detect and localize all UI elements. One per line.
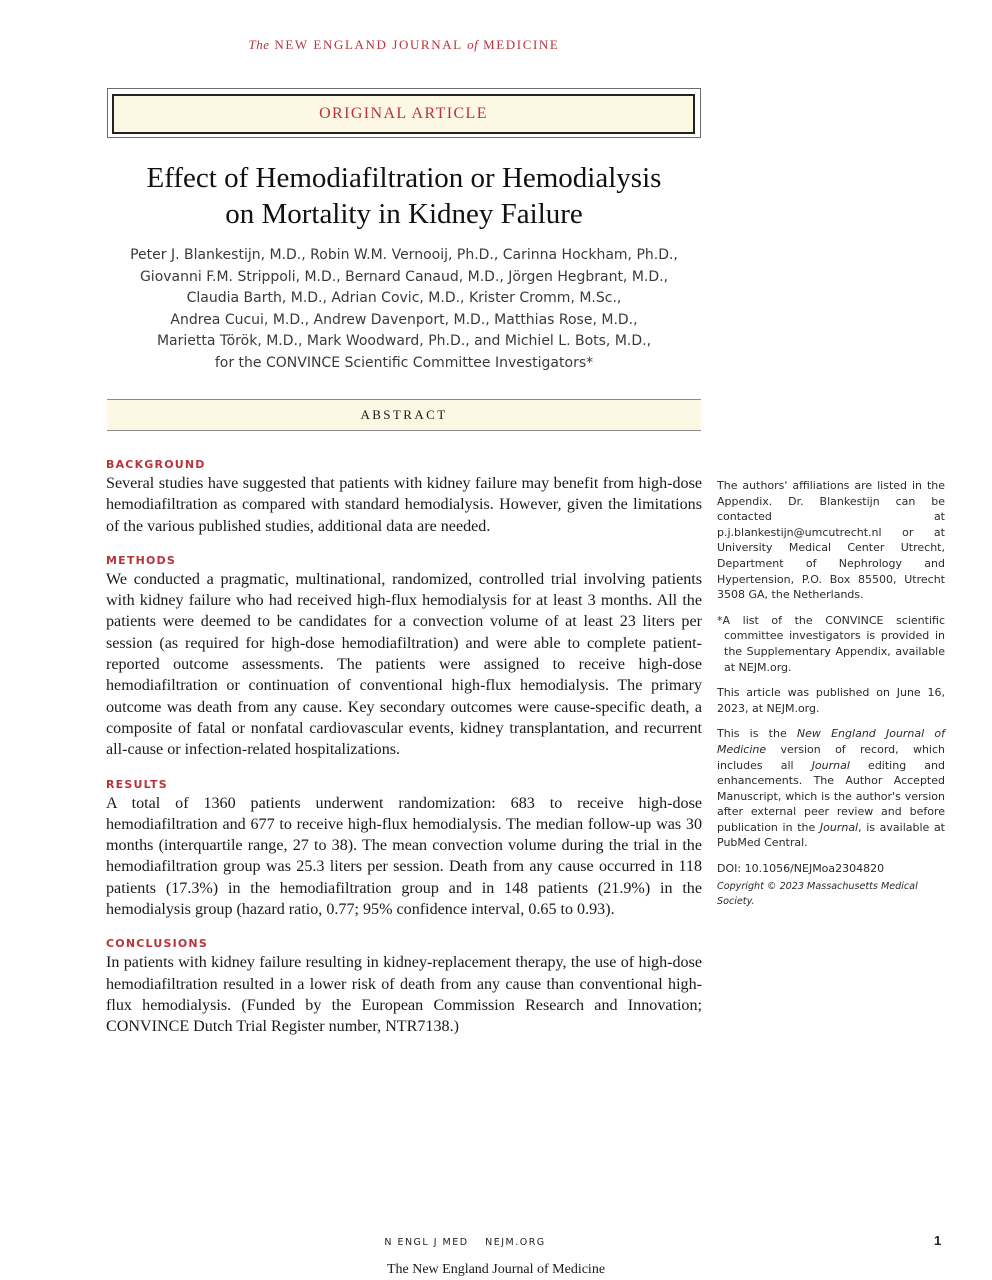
masthead-of: of [467,37,479,52]
methods-section [106,553,702,761]
title-line-2: on Mortality in Kidney Failure [225,198,583,230]
version-note [717,726,945,851]
methods-heading: METHODS [106,553,176,567]
sidebar-notes [717,478,945,910]
author-line: Claudia Barth, M.D., Adrian Covic, M.D., Krister Cromm, M.Sc., [186,290,622,306]
version-text-a: This is the [717,727,797,741]
version-text-c: version of record, which includes all [717,742,945,772]
methods-text: We conducted a pragmatic, multinational, randomized, controlled trial involving patients with kidney failure who had received high-flux hemodialysis for at least 3 months. All the patients were deemed to be candidates for a convection volume of at least 23 liters per session (as required for high-dose hemodiafiltration) and were able to complete patient-reported outcome assessments. The patients were assigned to receive high-dose hemodiafiltration or continuation of conventional high-flux hemodialysis. The primary outcome was death from any cause. Key secondary outcomes were cause-specific death, a composite of fatal or nonfatal cardiovascular events, kidney transplantation, and recurrent all-cause or infection-related hospitalizations. [106,570,702,759]
investigators-note: *A list of the CONVINCE scientific committee investigators is provided in the Supplementary Appendix, available at NEJM.org. [717,613,945,674]
author-line: Peter J. Blankestijn, M.D., Robin W.M. Vernooij, Ph.D., Carinna Hockham, Ph.D., [130,247,678,263]
page-number: 1 [934,1233,942,1248]
masthead-main: NEW ENGLAND JOURNAL [274,37,463,52]
conclusions-section [106,936,702,1037]
published-note: This article was published on June 16, 2023, at NEJM.org. [717,686,945,715]
results-heading: RESULTS [106,777,168,791]
author-line: for the CONVINCE Scientific Committee Investigators* [214,354,594,371]
conclusions-text: In patients with kidney failure resulting in kidney-replacement therapy, the use of high-dose hemodiafiltration resulted in a lower risk of death from any cause than conventional high-flux hemodialysis. (Funded by the European Commission Research and Innovation; CONVINCE Dutch Trial Register number, NTR7138.) [106,954,702,1036]
results-text: A total of 1360 patients underwent randomization: 683 to receive high-dose hemodiafiltration and 677 to receive high-flux hemodialysis. The median follow-up was 30 months (interquartile range, 27 to 38). The mean convection volume during the trial in the hemodiafiltration group was 25.3 liters per session. Death from any cause occurred in 118 patients (17.3%) in the hemodiafiltration group and in 148 patients (21.9%) in the hemodialysis group (hazard ratio, 0.77; 95% confidence interval, 0.65 to 0.93). [106,794,702,919]
article-type-label: ORIGINAL ARTICLE [112,94,695,134]
background-heading: BACKGROUND [106,458,206,471]
doi: DOI: 10.1056/NEJMoa2304820 [717,862,885,876]
background-text: Several studies have suggested that patients with kidney failure may benefit from high-dose hemodiafiltration as compared with standard hemodialysis. However, given the limitations of the various published studies, additional data are needed. [106,475,702,535]
affiliations-note: The authors' affiliations are listed in the Appendix. Dr. Blankestijn can be contacted at p.j.blankestijn@umcutrecht.nl or at University Medical Center Utrecht, Department of Nephrology and Hypertension, P.O. Box 85500, Utrecht 3508 GA, the Netherlands. [717,479,945,602]
footer-site: NEJM.ORG [485,1237,546,1248]
version-journal-word: Journal [811,758,850,772]
abstract-body [106,457,702,1038]
masthead-medicine: MEDICINE [483,37,560,52]
journal-masthead [0,37,808,53]
author-line: Giovanni F.M. Strippoli, M.D., Bernard Canaud, M.D., Jörgen Hegbrant, M.D., [139,268,669,285]
abstract-heading: ABSTRACT [107,399,701,431]
footer-journal-abbrev: N ENGL J MED [384,1237,469,1248]
author-line: Andrea Cucui, M.D., Andrew Davenport, M.D., Matthias Rose, M.D., [170,311,638,328]
version-journal-word-2: Journal [819,820,859,834]
footer-journal-name: The New England Journal of Medicine [386,1262,606,1277]
author-line: Marietta Török, M.D., Mark Woodward, Ph.D., and Michiel L. Bots, M.D., [156,333,652,349]
copyright: Copyright © 2023 Massachusetts Medical Society. [717,880,918,908]
title-line-1: Effect of Hemodiafiltration or Hemodialysis [146,162,662,194]
page-footer [0,1237,930,1248]
background-section [106,457,702,537]
masthead-the: The [248,37,270,52]
article-title [107,160,701,232]
version-text-e: editing and enhancements. The Author Accepted Manuscript, which is the author's version after external peer review and before publication in the [717,758,945,834]
version-text-g: , is available at PubMed Central. [717,820,945,850]
version-journal-name: New England Journal of Medicine [717,727,946,756]
results-section [106,777,702,921]
conclusions-heading: CONCLUSIONS [106,937,208,951]
author-list [100,245,708,374]
